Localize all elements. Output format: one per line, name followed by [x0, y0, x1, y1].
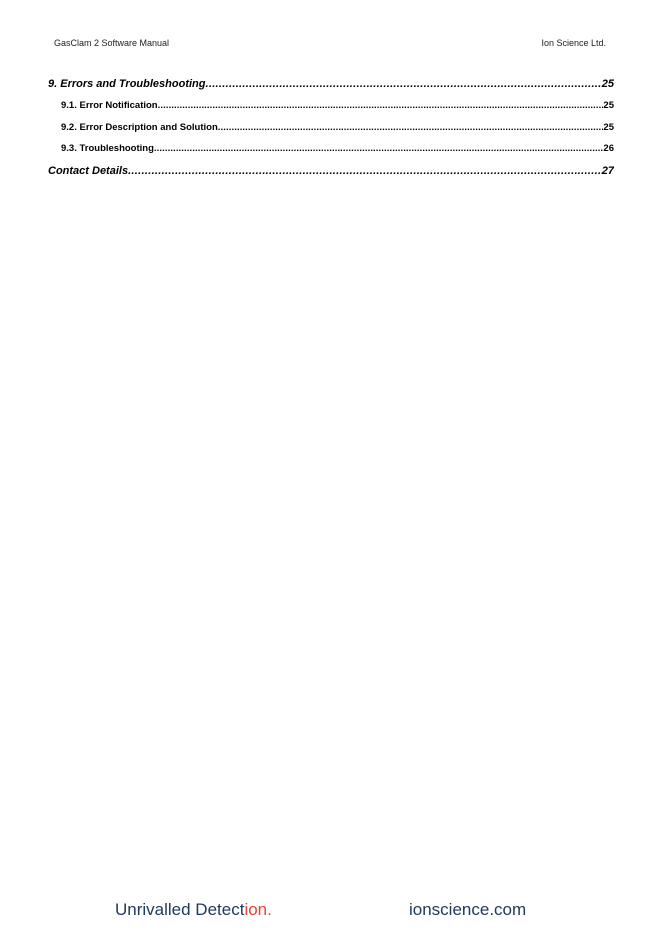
toc-entry-troubleshooting[interactable] — [48, 143, 614, 165]
toc-entry-label: 9.1. Error Notification — [61, 100, 158, 111]
toc-entry-label: 9.2. Error Description and Solution — [61, 121, 218, 133]
company-name: Ion Science Ltd. — [541, 38, 606, 48]
document-title: GasClam 2 Software Manual — [54, 38, 170, 48]
toc-entry-label: 9. Errors and Troubleshooting — [48, 78, 206, 90]
footer-website: ionscience.com — [409, 900, 527, 919]
toc-entry-errors-troubleshooting[interactable] — [48, 78, 614, 100]
slogan-accent: ion. — [244, 900, 272, 919]
toc-leader-dots — [218, 122, 604, 133]
toc-entry-label: Contact Details — [48, 164, 129, 177]
toc-entry-label: 9.3. Troubleshooting — [61, 143, 154, 154]
toc-entry-error-description[interactable] — [48, 122, 614, 144]
toc-leader-dots — [128, 165, 602, 177]
toc-leader-dots — [158, 100, 604, 111]
toc-leader-dots — [205, 78, 601, 90]
footer-slogan — [115, 900, 272, 920]
toc-entry-error-notification[interactable] — [48, 100, 614, 122]
toc-entry-page: 25 — [603, 100, 614, 111]
slogan-main: Unrivalled Detect — [115, 900, 245, 919]
toc-entry-page: 25 — [601, 78, 614, 90]
toc-entry-page: 27 — [601, 164, 614, 177]
toc-leader-dots — [154, 143, 604, 154]
page-footer — [0, 900, 662, 924]
table-of-contents — [48, 78, 614, 187]
toc-entry-contact-details[interactable] — [48, 165, 614, 187]
toc-entry-page: 25 — [603, 121, 614, 133]
toc-entry-page: 26 — [603, 143, 614, 154]
